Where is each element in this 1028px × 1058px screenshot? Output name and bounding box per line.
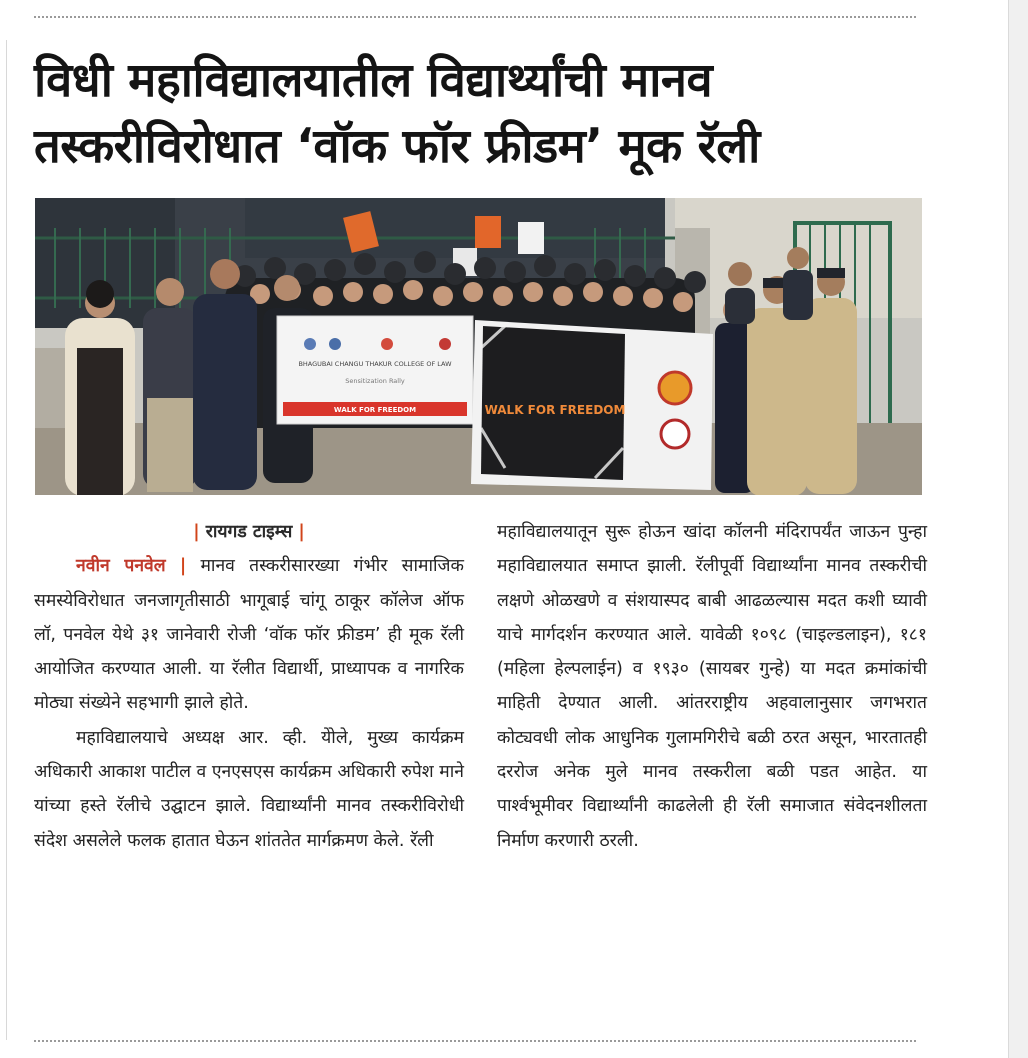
paragraph-1 [34,549,464,720]
rally-photo-illustration [35,198,922,495]
top-divider [34,16,916,18]
headline-line-2: तस्करीविरोधात ‘वॉक फॉर फ्रीडम’ मूक रॅली [34,119,760,174]
dateline: नवीन पनवेल [76,556,166,577]
banner-left-title: BHAGUBAI CHANGU THAKUR COLLEGE OF LAW [298,360,452,368]
banner-left-subtitle: Sensitization Rally [345,377,405,385]
page-edge-strip [1008,0,1028,1058]
source-name: रायगड टाइम्स [205,522,293,542]
paragraph-1-text: मानव तस्करीसारख्या गंभीर सामाजिक समस्येविरोधात जनजागृतीसाठी भागूबाई चांगू ठाकूर कॉलेज ऑफ लॉ, पनवेल येथे ३१ जानेवारी रोजी ‘वॉक फॉर फ्रीडम’ ही मूक रॅली आयोजित करण्यात आली. या रॅलीत विद्यार्थी, प्राध्यापक व नागरिक मोठ्या संख्येने सहभागी झाले होते. [34,556,464,714]
paragraph-2: महाविद्यालयाचे अध्यक्ष आर. व्ही. येोले, मुख्य कार्यक्रम अधिकारी आकाश पाटील व एनएसएस कार्यक्रम अधिकारी रुपेश माने यांच्या हस्ते रॅलीचे उद्घाटन झाले. विद्यार्थ्यांनी मानव तस्करीविरोधी संदेश असलेले फलक हातात घेऊन शांततेत मार्गक्रमण केले. रॅली [34,727,464,851]
page-margin-line [6,40,7,1040]
article-column-right [497,515,927,858]
article-column-left [34,515,464,858]
dateline-bar: | [179,556,187,577]
headline-line-1: विधी महाविद्यालयातील विद्यार्थ्यांची मानव [34,53,713,108]
bottom-divider [34,1040,916,1042]
article-headline [34,48,924,180]
source-line [34,515,464,549]
source-bar-right: | [298,522,305,542]
paragraph-3: महाविद्यालयातून सुरू होऊन खांदा कॉलनी मंदिरापर्यंत जाऊन पुन्हा महाविद्यालयात समाप्त झाली. रॅलीपूर्वी विद्यार्थ्यांना मानव तस्करीची लक्षणे ओळखणे व संशयास्पद बाबी आढळल्यास मदत कशी घ्यावी याचे मार्गदर्शन करण्यात आले. यावेळी १०९८ (चाइल्डलाइन), १८१ (महिला हेल्पलाईन) व १९३० (सायबर गुन्हे) या मदत क्रमांकांची माहिती देण्यात आली. आंतरराष्ट्रीय अहवालानुसार जगभरात कोट्यवधी लोक आधुनिक गुलामगिरीचे बळी ठरत असून, भारतातही दररोज अनेक मुले मानव तस्करीला बळी पडत आहेत. या पार्श्वभूमीवर विद्यार्थ्यांनी काढलेली ही रॅली समाजात संवेदनशीलता निर्माण करणारी ठरली. [497,522,927,851]
banner-right-title: WALK FOR FREEDOM [484,403,626,417]
source-bar-left: | [193,522,200,542]
rally-photo [35,198,922,495]
banner-left-footer: WALK FOR FREEDOM [333,406,417,414]
